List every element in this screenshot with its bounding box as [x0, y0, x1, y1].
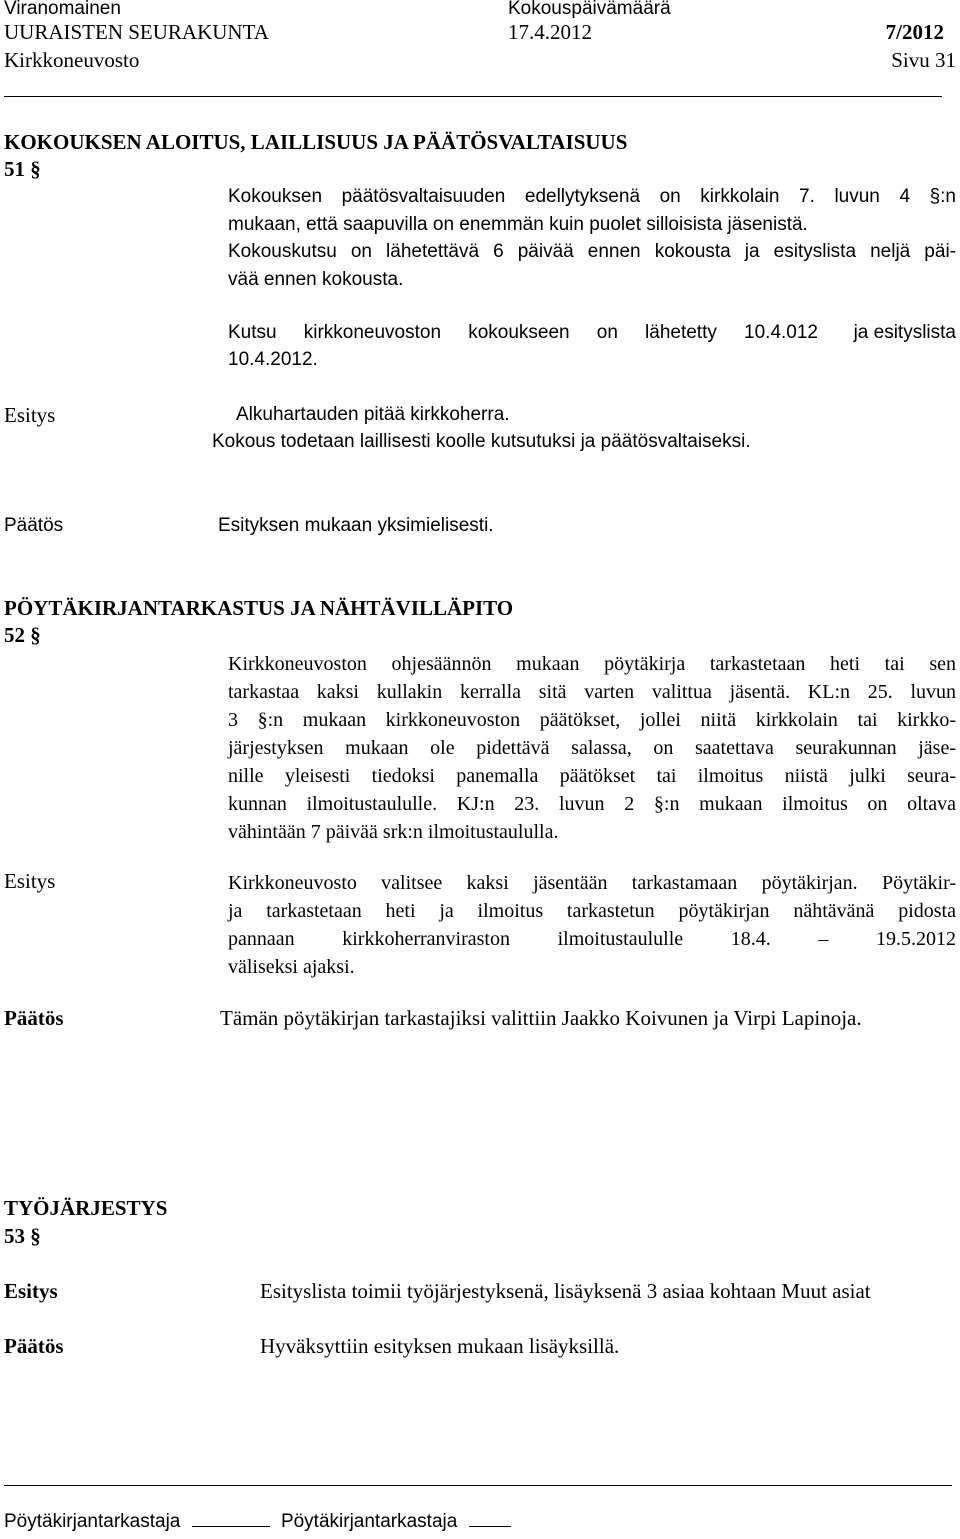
section-52-proposal-line: pannaan kirkkoherranviraston ilmoitustaululle 18.4. – 19.5.2012 — [228, 928, 956, 950]
header-organization: UURAISTEN SEURAKUNTA — [4, 20, 269, 44]
section-52-intro-line: tarkastaa kaksi kullakin kerralla sitä varten valittua jäsentä. KL:n 25. luvun — [228, 681, 956, 703]
footer-checker-1-signature-line — [192, 1526, 270, 1527]
section-51-intro-line: Kokouksen päätösvaltaisuuden edellytyksenä on kirkkolain 7. luvun 4 §:n — [228, 186, 956, 207]
section-51-intro-line: Kokouskutsu on lähetettävä 6 päivää ennen kokousta ja esityslista neljä päi- — [228, 241, 956, 263]
section-52-proposal — [228, 869, 956, 981]
header-rule — [4, 96, 942, 97]
header-authority-label: Viranomainen — [4, 0, 121, 19]
section-52-proposal-label: Esitys — [4, 869, 56, 893]
section-52-intro-line: järjestyksen mukaan ole pidettävä salassa, on saatettava seurakunnan jäse- — [228, 737, 956, 759]
section-52-proposal-line: väliseksi ajaksi. — [228, 956, 355, 978]
section-51-intro-line: mukaan, että saapuvilla on enemmän kuin puolet silloisista jäsenistä. — [228, 213, 808, 235]
section-51-invite-line: Kutsu kirkkoneuvoston kokoukseen on lähetetty 10.4.012 — [228, 322, 818, 343]
section-53-decision-label: Päätös — [4, 1334, 64, 1358]
section-51-proposal-line: Alkuhartauden pitää kirkkoherra. — [236, 404, 510, 425]
header-page: Sivu 31 — [891, 48, 956, 72]
section-51-decision-text: Esityksen mukaan yksimielisesti. — [218, 515, 494, 536]
section-53-decision-text: Hyväksyttiin esityksen mukaan lisäyksillä. — [260, 1334, 620, 1358]
section-52-number: 52 § — [4, 623, 41, 647]
section-52-intro-line: vähintään 7 päivää srk:n ilmoitustaululla. — [228, 821, 559, 843]
section-51-title: KOKOUKSEN ALOITUS, LAILLISUUS JA PÄÄTÖSVALTAISUUS — [4, 130, 628, 154]
section-51-invite-line-end: ja esityslista — [853, 322, 956, 343]
section-52-title: PÖYTÄKIRJANTARKASTUS JA NÄHTÄVILLÄPITO — [4, 596, 514, 620]
header-number: 7/2012 — [885, 20, 944, 44]
section-52-intro-line: Kirkkoneuvoston ohjesäännön mukaan pöytäkirja tarkastetaan heti tai sen — [228, 653, 956, 675]
footer-signatures — [4, 1511, 511, 1533]
section-53-proposal-label: Esitys — [4, 1279, 58, 1303]
section-52-decision-label: Päätös — [4, 1006, 64, 1030]
section-53-proposal-text: Esityslista toimii työjärjestyksenä, lisäyksenä 3 asiaa kohtaan Muut asiat — [260, 1279, 871, 1303]
footer-checker-2-label: Pöytäkirjantarkastaja — [280, 1511, 458, 1532]
header-date: 17.4.2012 — [508, 20, 592, 44]
section-52-decision-text: Tämän pöytäkirjan tarkastajiksi valittiin Jaakko Koivunen ja Virpi Lapinoja. — [220, 1006, 862, 1030]
section-52-intro-line: 3 §:n mukaan kirkkoneuvoston päätökset, jollei niitä kirkkolain tai kirkko- — [228, 709, 956, 731]
footer-rule — [4, 1485, 952, 1486]
section-52-intro — [228, 650, 956, 846]
section-52-intro-line: nille yleisesti tiedoksi panemalla päätökset tai ilmoitus niistä julki seura- — [228, 765, 956, 787]
section-51-proposal-line: Kokous todetaan laillisesti koolle kutsutuksi ja päätösvaltaiseksi. — [212, 431, 751, 452]
section-51-intro — [228, 183, 956, 293]
section-51-proposal-label: Esitys — [4, 403, 56, 427]
section-51-intro-line: vää ennen kokousta. — [228, 268, 404, 290]
section-52-proposal-line: ja tarkastetaan heti ja ilmoitus tarkastetun pöytäkirjan nähtävänä pidosta — [228, 900, 956, 922]
section-52-proposal-line: Kirkkoneuvosto valitsee kaksi jäsentään tarkastamaan pöytäkirjan. Pöytäkir- — [228, 872, 956, 894]
section-53-title: TYÖJÄRJESTYS — [4, 1196, 168, 1220]
section-51-number: 51 § — [4, 157, 41, 181]
footer-checker-2-signature-line — [469, 1526, 511, 1527]
section-51-invite-date: 10.4.2012. — [228, 349, 318, 370]
section-53-number: 53 § — [4, 1224, 41, 1248]
section-52-intro-line: kunnan ilmoitustaululle. KJ:n 23. luvun 2 §:n mukaan ilmoitus on oltava — [228, 793, 956, 815]
section-51-decision-label: Päätös — [4, 515, 64, 536]
header-meeting-date-label: Kokouspäivämäärä — [508, 0, 671, 19]
footer-checker-1-label: Pöytäkirjantarkastaja — [4, 1511, 181, 1532]
header-body-name: Kirkkoneuvosto — [4, 48, 140, 72]
